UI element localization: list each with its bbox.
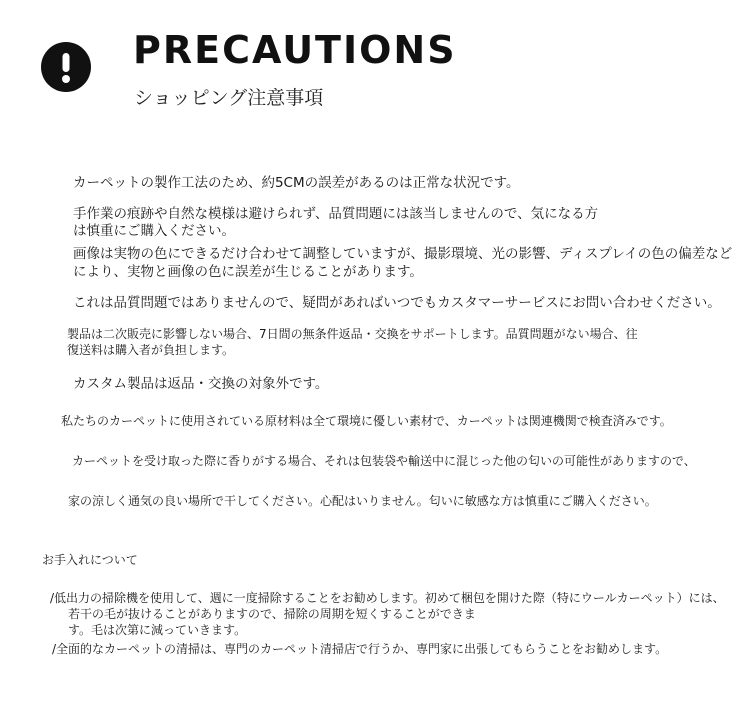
page-subtitle: ショッピング注意事項	[134, 87, 324, 109]
exclamation-circle-icon	[41, 42, 91, 92]
care-vacuum-line1: /低出力の掃除機を使用して、週に一度掃除することをお勧めします。初めて梱包を開けた際（特にウールカーペット）には、	[50, 591, 725, 605]
note-airing: 家の涼しく通気の良い場所で干してください。心配はいりません。匂いに敏感な方は慎重にご購入ください。	[68, 494, 657, 508]
note-smell: カーペットを受け取った際に香りがする場合、それは包装袋や輸送中に混じった他の匂いの可能性がありますので、	[72, 454, 696, 468]
note-materials: 私たちのカーペットに使用されている原材料は全て環境に優しい素材で、カーペットは関連機関で検査済みです。	[61, 414, 672, 428]
note-return-line2: 復送料は購入者が負担します。	[67, 343, 235, 357]
note-color-line1: 画像は実物の色にできるだけ合わせて調整していますが、撮影環境、光の影響、ディスプレイの色の偏差など	[73, 246, 733, 262]
note-color-line2: により、実物と画像の色に誤差が生じることがあります。	[73, 264, 423, 280]
note-return-line1: 製品は二次販売に影響しない場合、7日間の無条件返品・交換をサポートします。品質問題がない場合、往	[67, 327, 638, 341]
care-vacuum-line2: 若干の毛が抜けることがありますので、掃除の周期を短くすることができま	[68, 607, 476, 621]
note-handmade-line2: は慎重にご購入ください。	[73, 223, 235, 239]
care-vacuum-line3: す。毛は次第に減っていきます。	[68, 623, 247, 637]
note-custom: カスタム製品は返品・交換の対象外です。	[73, 376, 329, 392]
note-quality: これは品質問題ではありませんので、疑問があればいつでもカスタマーサービスにお問い合わせください。	[73, 295, 721, 311]
care-heading: お手入れについて	[42, 553, 138, 567]
page-title: PRECAUTIONS	[133, 28, 457, 72]
care-professional: /全面的なカーペットの清掃は、専門のカーペット清掃店で行うか、専門家に出張してもらうことをお勧めします。	[52, 642, 668, 656]
note-error-tolerance: カーペットの製作工法のため、約5CMの誤差があるのは正常な状況です。	[73, 175, 520, 191]
note-handmade-line1: 手作業の痕跡や自然な模様は避けられず、品質問題には該当しませんので、気になる方	[73, 206, 599, 222]
